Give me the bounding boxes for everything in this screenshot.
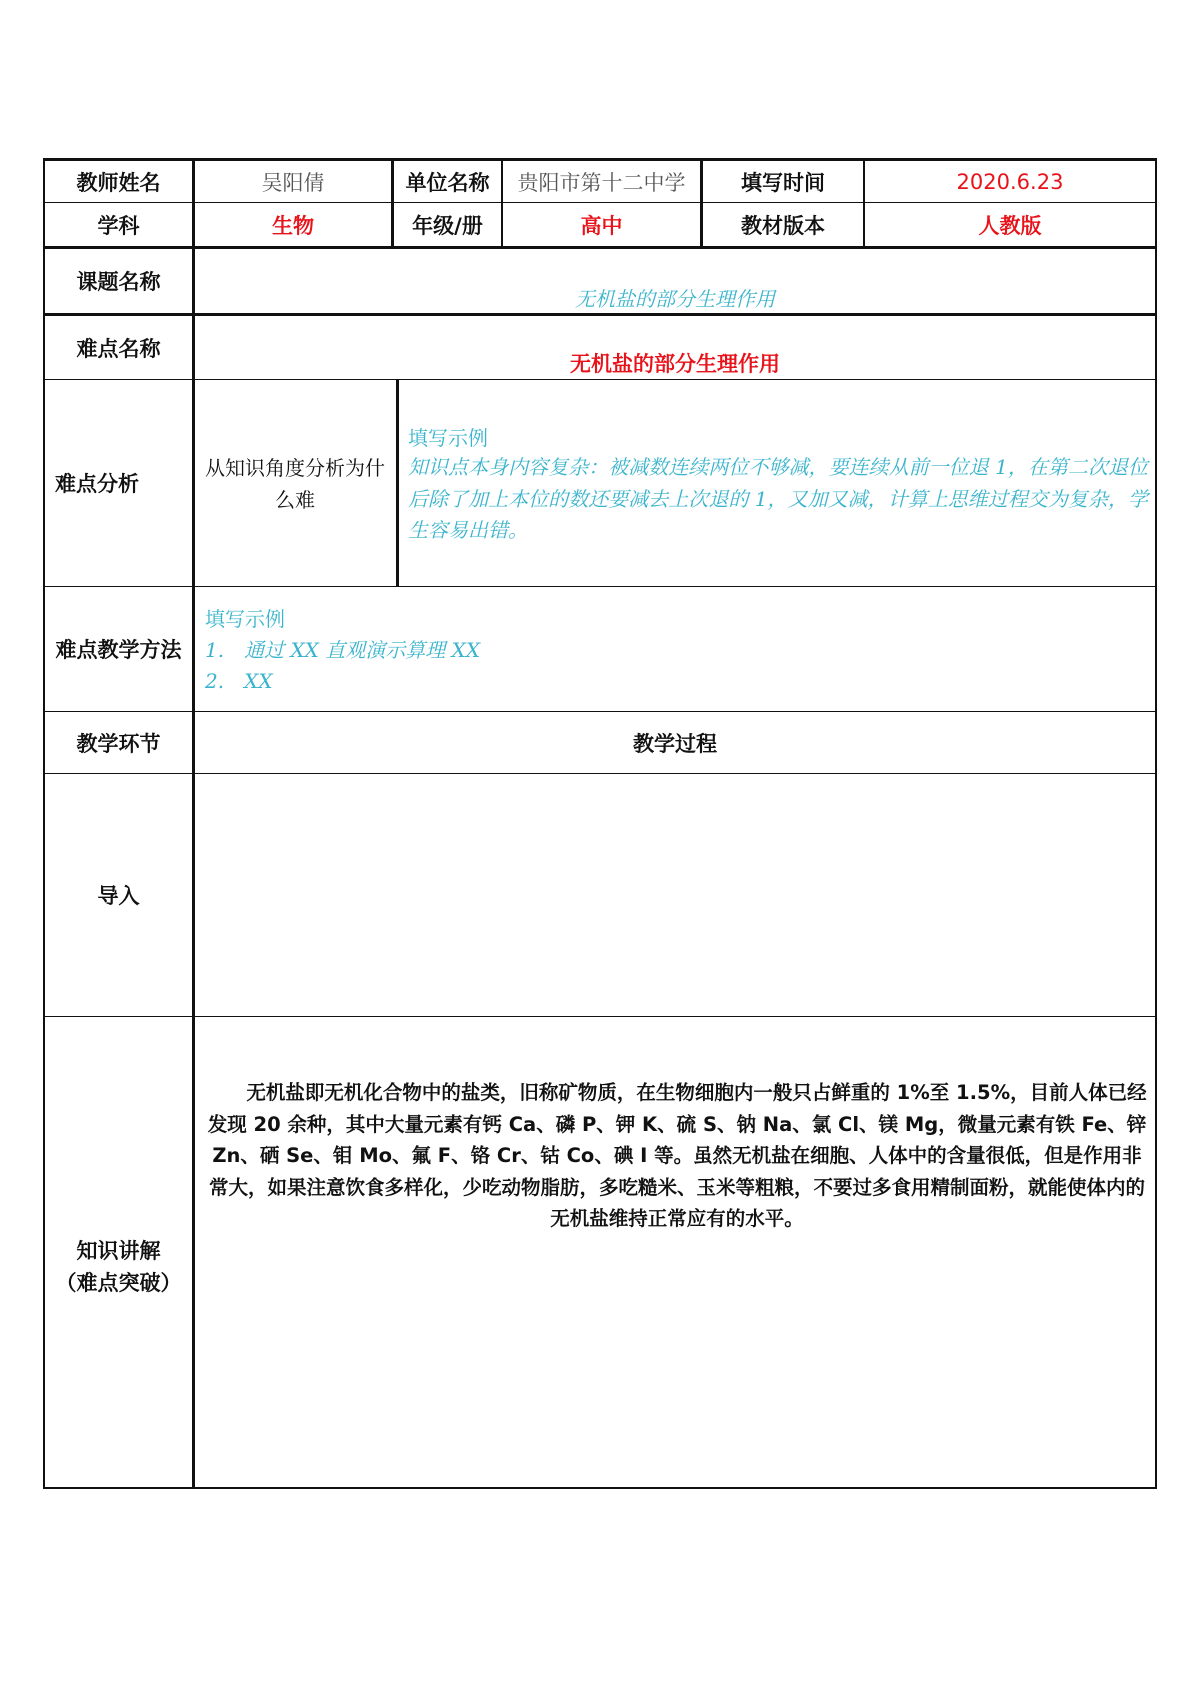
difficulty-name-label: 难点名称 [76,336,161,361]
knowledge-angle-label: 从知识角度分析为什么难 [205,456,385,512]
fill-date-label: 填写时间 [741,170,825,195]
rule-right [1155,158,1157,1489]
rule-row4 [43,379,1157,380]
knowledge-label-line1: 知识讲解 [76,1239,161,1263]
intro-content [195,774,1155,1016]
teacher-name-value: 吴阳倩 [261,170,325,195]
rule-row2 [43,246,1157,249]
analysis-example-text: 知识点本身内容复杂：被减数连续两位不够减，要连续从前一位退 1，在第二次退位后除了加上本位的数还要减去上次退的 1，又加又减，计算上思维过程交为复杂，学生容易出错。 [408,455,1148,542]
teaching-method-label: 难点教学方法 [55,638,182,662]
subject-label: 学科 [97,213,140,238]
knowledge-label-line2: （难点突破） [55,1271,182,1295]
subject-value: 生物 [272,213,314,238]
rule-bottom [43,1487,1157,1489]
unit-name-label: 单位名称 [405,170,490,195]
topic-value: 无机盐的部分生理作用 [575,286,775,311]
difficulty-name-value: 无机盐的部分生理作用 [570,352,780,376]
unit-name-value: 贵阳市第十二中学 [517,170,686,195]
knowledge-paragraph: 无机盐即无机化合物中的盐类，旧称矿物质，在生物细胞内一般只占鲜重的 1%至 1.5%，目前人体已经发现 20 余种，其中大量元素有钙 Ca、磷 P、钾 K、硫 S、钠 Na、氯 Cl、镁 Mg，微量元素有铁 Fe、锌 Zn、硒 Se、钼 Mo、氟 F、铬 Cr、钴 Co、碘 I 等。虽然无机盐在细胞、人体中的含量很低，但是作用非常大，如果注意饮食多样化，少吃动物脂肪，多吃糙米、玉米等粗粮，不要过多食用精制面粉，就能使体内的无机盐维持正常应有的水平。 [207,1081,1147,1230]
knowledge-label [45,1017,192,1487]
edition-value: 人教版 [978,213,1042,238]
teaching-process-header: 教学过程 [633,731,717,756]
rule-row5 [43,586,1157,587]
method-example-title: 填写示例 [205,607,285,631]
analysis-example-title: 填写示例 [408,426,488,450]
grade-label: 年级/册 [412,213,483,238]
teacher-name-label: 教师姓名 [76,170,161,195]
intro-label: 导入 [97,884,140,908]
difficulty-analysis-label: 难点分析 [55,472,139,496]
topic-label: 课题名称 [76,270,161,294]
fill-date-value: 2020.6.23 [956,169,1064,194]
teaching-step-label: 教学环节 [76,731,161,756]
grade-value: 高中 [580,213,623,238]
rule-analysis-divider [396,379,399,587]
method-item-1: 1. 通过 XX 直观演示算理 XX [205,638,481,662]
method-item-2: 2. XX [205,669,273,693]
rule-row8 [43,1016,1157,1017]
edition-label: 教材版本 [741,213,825,238]
